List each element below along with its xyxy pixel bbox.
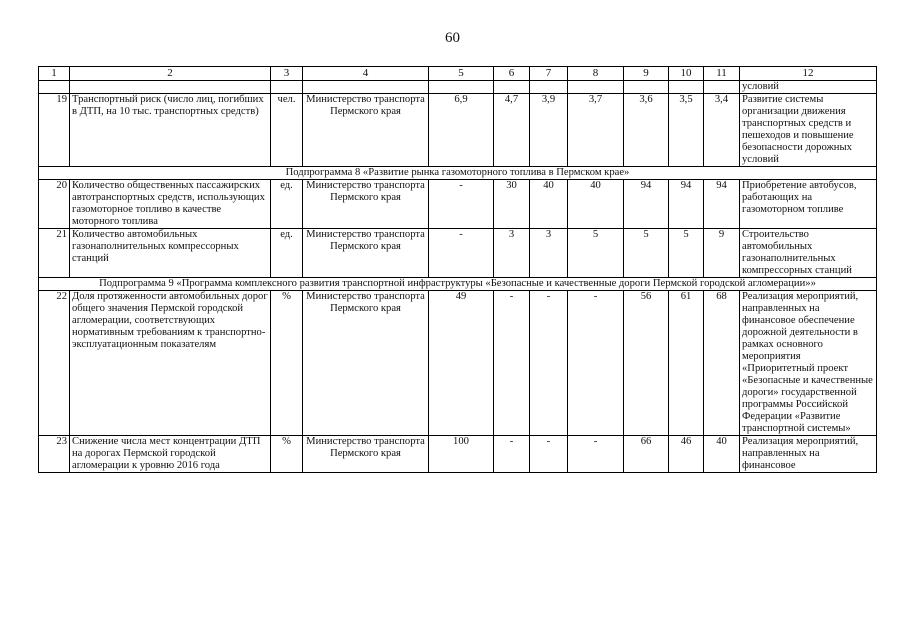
value-cell: - (429, 229, 494, 278)
empty-cell (39, 81, 70, 94)
column-header: 1 (39, 67, 70, 81)
value-cell: 3,4 (704, 94, 740, 167)
responsible-org: Министерство транспорта Пермского края (303, 94, 429, 167)
subprogram-row (39, 167, 877, 180)
value-cell: - (530, 436, 568, 473)
value-cell: 30 (494, 180, 530, 229)
note-cell: Реализация мероприятий, направленных на финансовое обеспечение дорожной деятельности в рамках основного мероприятия «Приоритетный проект «Безопасные и качественные дороги» государственной программы Российской Федерации «Развитие транспортной системы» (740, 291, 877, 436)
empty-cell (530, 81, 568, 94)
unit-cell: чел. (271, 94, 303, 167)
value-cell: 66 (624, 436, 669, 473)
row-number: 20 (39, 180, 70, 229)
value-cell: 40 (530, 180, 568, 229)
unit-cell: ед. (271, 229, 303, 278)
empty-cell (271, 81, 303, 94)
column-header: 9 (624, 67, 669, 81)
empty-cell (704, 81, 740, 94)
note-cell: Приобретение автобусов, работающих на газомоторном топливе (740, 180, 877, 229)
column-header: 6 (494, 67, 530, 81)
column-header: 7 (530, 67, 568, 81)
note-cell: Строительство автомобильных газонаполнительных компрессорных станций (740, 229, 877, 278)
value-cell: 94 (669, 180, 704, 229)
responsible-org: Министерство транспорта Пермского края (303, 291, 429, 436)
note-cell: Развитие системы организации движения транспортных средств и пешеходов и повышение безопасности дорожных условий (740, 94, 877, 167)
value-cell: 9 (704, 229, 740, 278)
continuation-note: условий (740, 81, 877, 94)
responsible-org: Министерство транспорта Пермского края (303, 180, 429, 229)
empty-cell (568, 81, 624, 94)
indicators-table (38, 66, 877, 473)
indicator-row (39, 94, 877, 167)
value-cell: 56 (624, 291, 669, 436)
value-cell: 3,7 (568, 94, 624, 167)
value-cell: 100 (429, 436, 494, 473)
continuation-row (39, 81, 877, 94)
value-cell: 3,6 (624, 94, 669, 167)
value-cell: 6,9 (429, 94, 494, 167)
value-cell: 3 (494, 229, 530, 278)
value-cell: 4,7 (494, 94, 530, 167)
column-header: 2 (70, 67, 271, 81)
value-cell: 5 (568, 229, 624, 278)
indicator-name: Количество общественных пассажирских автотранспортных средств, использующих газомоторное топливо в качестве моторного топлива (70, 180, 271, 229)
column-header: 11 (704, 67, 740, 81)
row-number: 22 (39, 291, 70, 436)
column-header: 10 (669, 67, 704, 81)
column-header: 12 (740, 67, 877, 81)
value-cell: 40 (568, 180, 624, 229)
indicator-name: Снижение числа мест концентрации ДТП на дорогах Пермской городской агломерации к уровню 2016 года (70, 436, 271, 473)
row-number: 19 (39, 94, 70, 167)
column-header: 5 (429, 67, 494, 81)
unit-cell: % (271, 291, 303, 436)
value-cell: - (568, 436, 624, 473)
value-cell: 94 (624, 180, 669, 229)
column-number-row (39, 67, 877, 81)
value-cell: - (530, 291, 568, 436)
value-cell: 49 (429, 291, 494, 436)
column-header: 3 (271, 67, 303, 81)
value-cell: 3 (530, 229, 568, 278)
value-cell: 94 (704, 180, 740, 229)
page-number: 60 (445, 30, 460, 46)
row-number: 21 (39, 229, 70, 278)
indicator-row (39, 436, 877, 473)
value-cell: 5 (624, 229, 669, 278)
unit-cell: ед. (271, 180, 303, 229)
value-cell: - (494, 436, 530, 473)
value-cell: 5 (669, 229, 704, 278)
value-cell: 3,9 (530, 94, 568, 167)
indicator-row (39, 291, 877, 436)
empty-cell (429, 81, 494, 94)
value-cell: 68 (704, 291, 740, 436)
responsible-org: Министерство транспорта Пермского края (303, 229, 429, 278)
subprogram-row (39, 278, 877, 291)
indicator-name: Доля протяженности автомобильных дорог общего значения Пермской городской агломерации, соответствующих нормативным требованиям к транспортно-эксплуатационным показателям (70, 291, 271, 436)
unit-cell: % (271, 436, 303, 473)
responsible-org: Министерство транспорта Пермского края (303, 436, 429, 473)
value-cell: 40 (704, 436, 740, 473)
value-cell: 61 (669, 291, 704, 436)
indicator-row (39, 229, 877, 278)
empty-cell (70, 81, 271, 94)
column-header: 8 (568, 67, 624, 81)
empty-cell (624, 81, 669, 94)
empty-cell (494, 81, 530, 94)
empty-cell (303, 81, 429, 94)
value-cell: - (494, 291, 530, 436)
indicator-name: Количество автомобильных газонаполнительных компрессорных станций (70, 229, 271, 278)
indicator-name: Транспортный риск (число лиц, погибших в ДТП, на 10 тыс. транспортных средств) (70, 94, 271, 167)
value-cell: - (429, 180, 494, 229)
indicator-row (39, 180, 877, 229)
value-cell: - (568, 291, 624, 436)
value-cell: 46 (669, 436, 704, 473)
empty-cell (669, 81, 704, 94)
value-cell: 3,5 (669, 94, 704, 167)
subprogram-title: Подпрограмма 8 «Развитие рынка газомоторного топлива в Пермском крае» (39, 167, 877, 180)
note-cell: Реализация мероприятий, направленных на финансовое (740, 436, 877, 473)
subprogram-title: Подпрограмма 9 «Программа комплексного развития транспортной инфраструктуры «Безопасные и качественные дороги Пермской городской агломерации»» (39, 278, 877, 291)
column-header: 4 (303, 67, 429, 81)
row-number: 23 (39, 436, 70, 473)
